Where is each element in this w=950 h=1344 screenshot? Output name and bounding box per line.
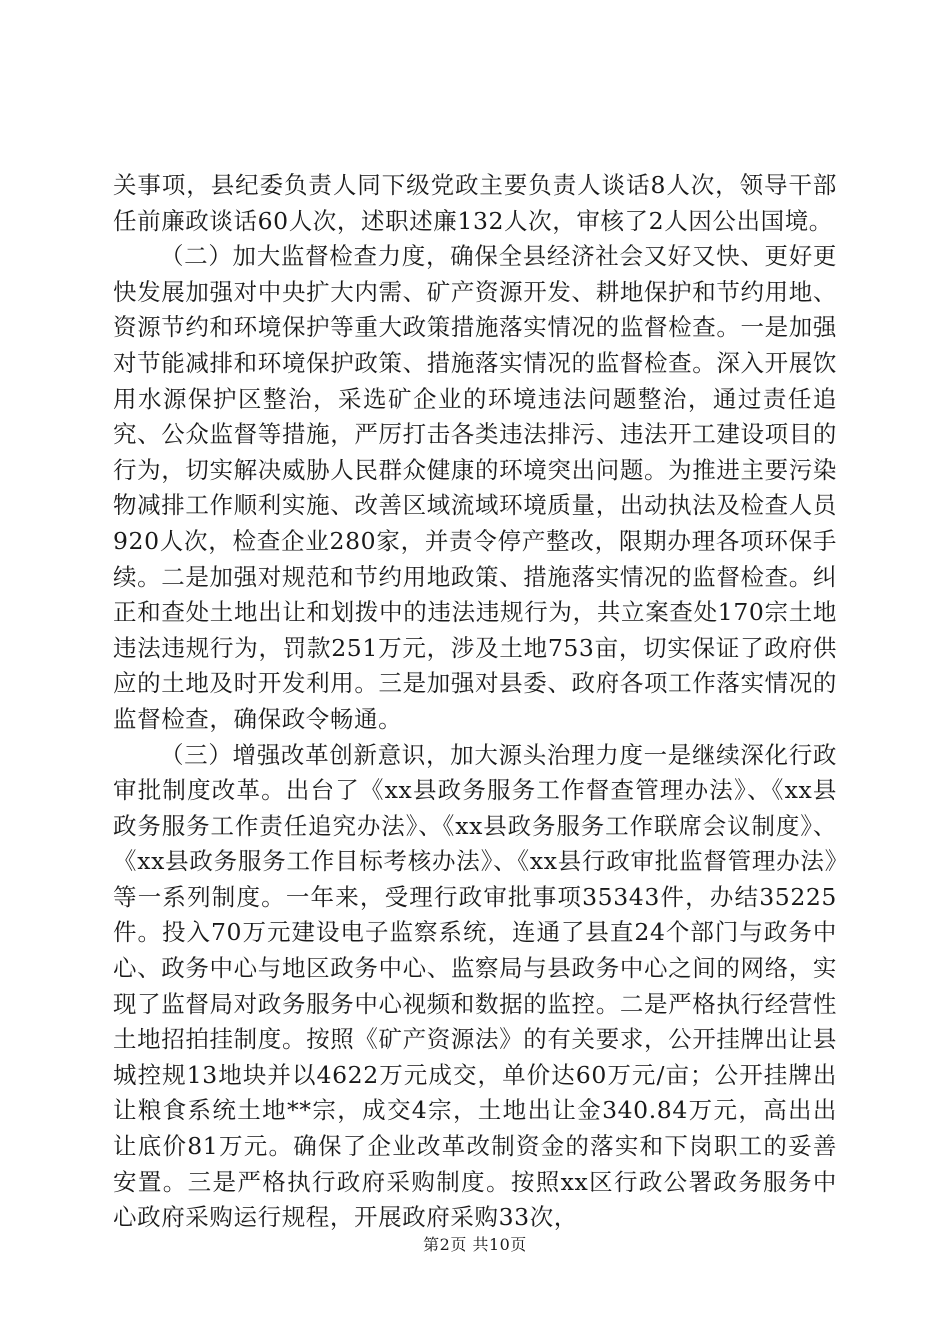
paragraph-section-2: （二）加大监督检查力度，确保全县经济社会又好又快、更好更快发展加强对中央扩大内需、矿产资源开发、耕地保护和节约用地、资源节约和环境保护等重大政策措施落实情况的监督检查。一是加强对节能减排和环境保护政策、措施落实情况的监督检查。深入开展饮用水源保护区整治，采选矿企业的环境违法问题整治，通过责任追究、公众监督等措施，严厉打击各类违法排污、违法开工建设项目的行为，切实解决威胁人民群众健康的环境突出问题。为推进主要污染物减排工作顺利实施、改善区域流域环境质量，出动执法及检查人员920人次，检查企业280家，并责令停产整改，限期办理各项环保手续。二是加强对规范和节约用地政策、措施落实情况的监督检查。纠正和查处土地出让和划拨中的违法违规行为，共立案查处170宗土地违法违规行为，罚款251万元，涉及土地753亩，切实保证了政府供应的土地及时开发利用。三是加强对县委、政府各项工作落实情况的监督检查，确保政令畅通。 — [113, 242, 837, 733]
document-body — [113, 168, 837, 1236]
paragraph-section-3: （三）增强改革创新意识，加大源头治理力度一是继续深化行政审批制度改革。出台了《xx县政务服务工作督查管理办法》、《xx县政务服务工作责任追究办法》、《xx县政务服务工作联席会议制度》、《xx县政务服务工作目标考核办法》、《xx县行政审批监督管理办法》等一系列制度。一年来，受理行政审批事项35343件，办结35225件。投入70万元建设电子监察系统，连通了县直24个部门与政务中心、政务中心与地区政务中心、监察局与县政务中心之间的网络，实现了监督局对政务服务中心视频和数据的监控。二是严格执行经营性土地招拍挂制度。按照《矿产资源法》的有关要求，公开挂牌出让县城控规13地块并以4622万元成交，单价达60万元/亩；公开挂牌出让粮食系统土地**宗，成交4宗，土地出让金340.84万元，高出出让底价81万元。确保了企业改革改制资金的落实和下岗职工的妥善安置。三是严格执行政府采购制度。按照xx区行政公署政务服务中心政府采购运行规程，开展政府采购33次， — [113, 740, 837, 1232]
page-number-footer: 第2页 共10页 — [423, 1235, 527, 1254]
paragraph-continuation: 关事项，县纪委负责人同下级党政主要负责人谈话8人次，领导干部任前廉政谈话60人次，述职述廉132人次，审核了2人因公出国境。 — [113, 171, 837, 235]
